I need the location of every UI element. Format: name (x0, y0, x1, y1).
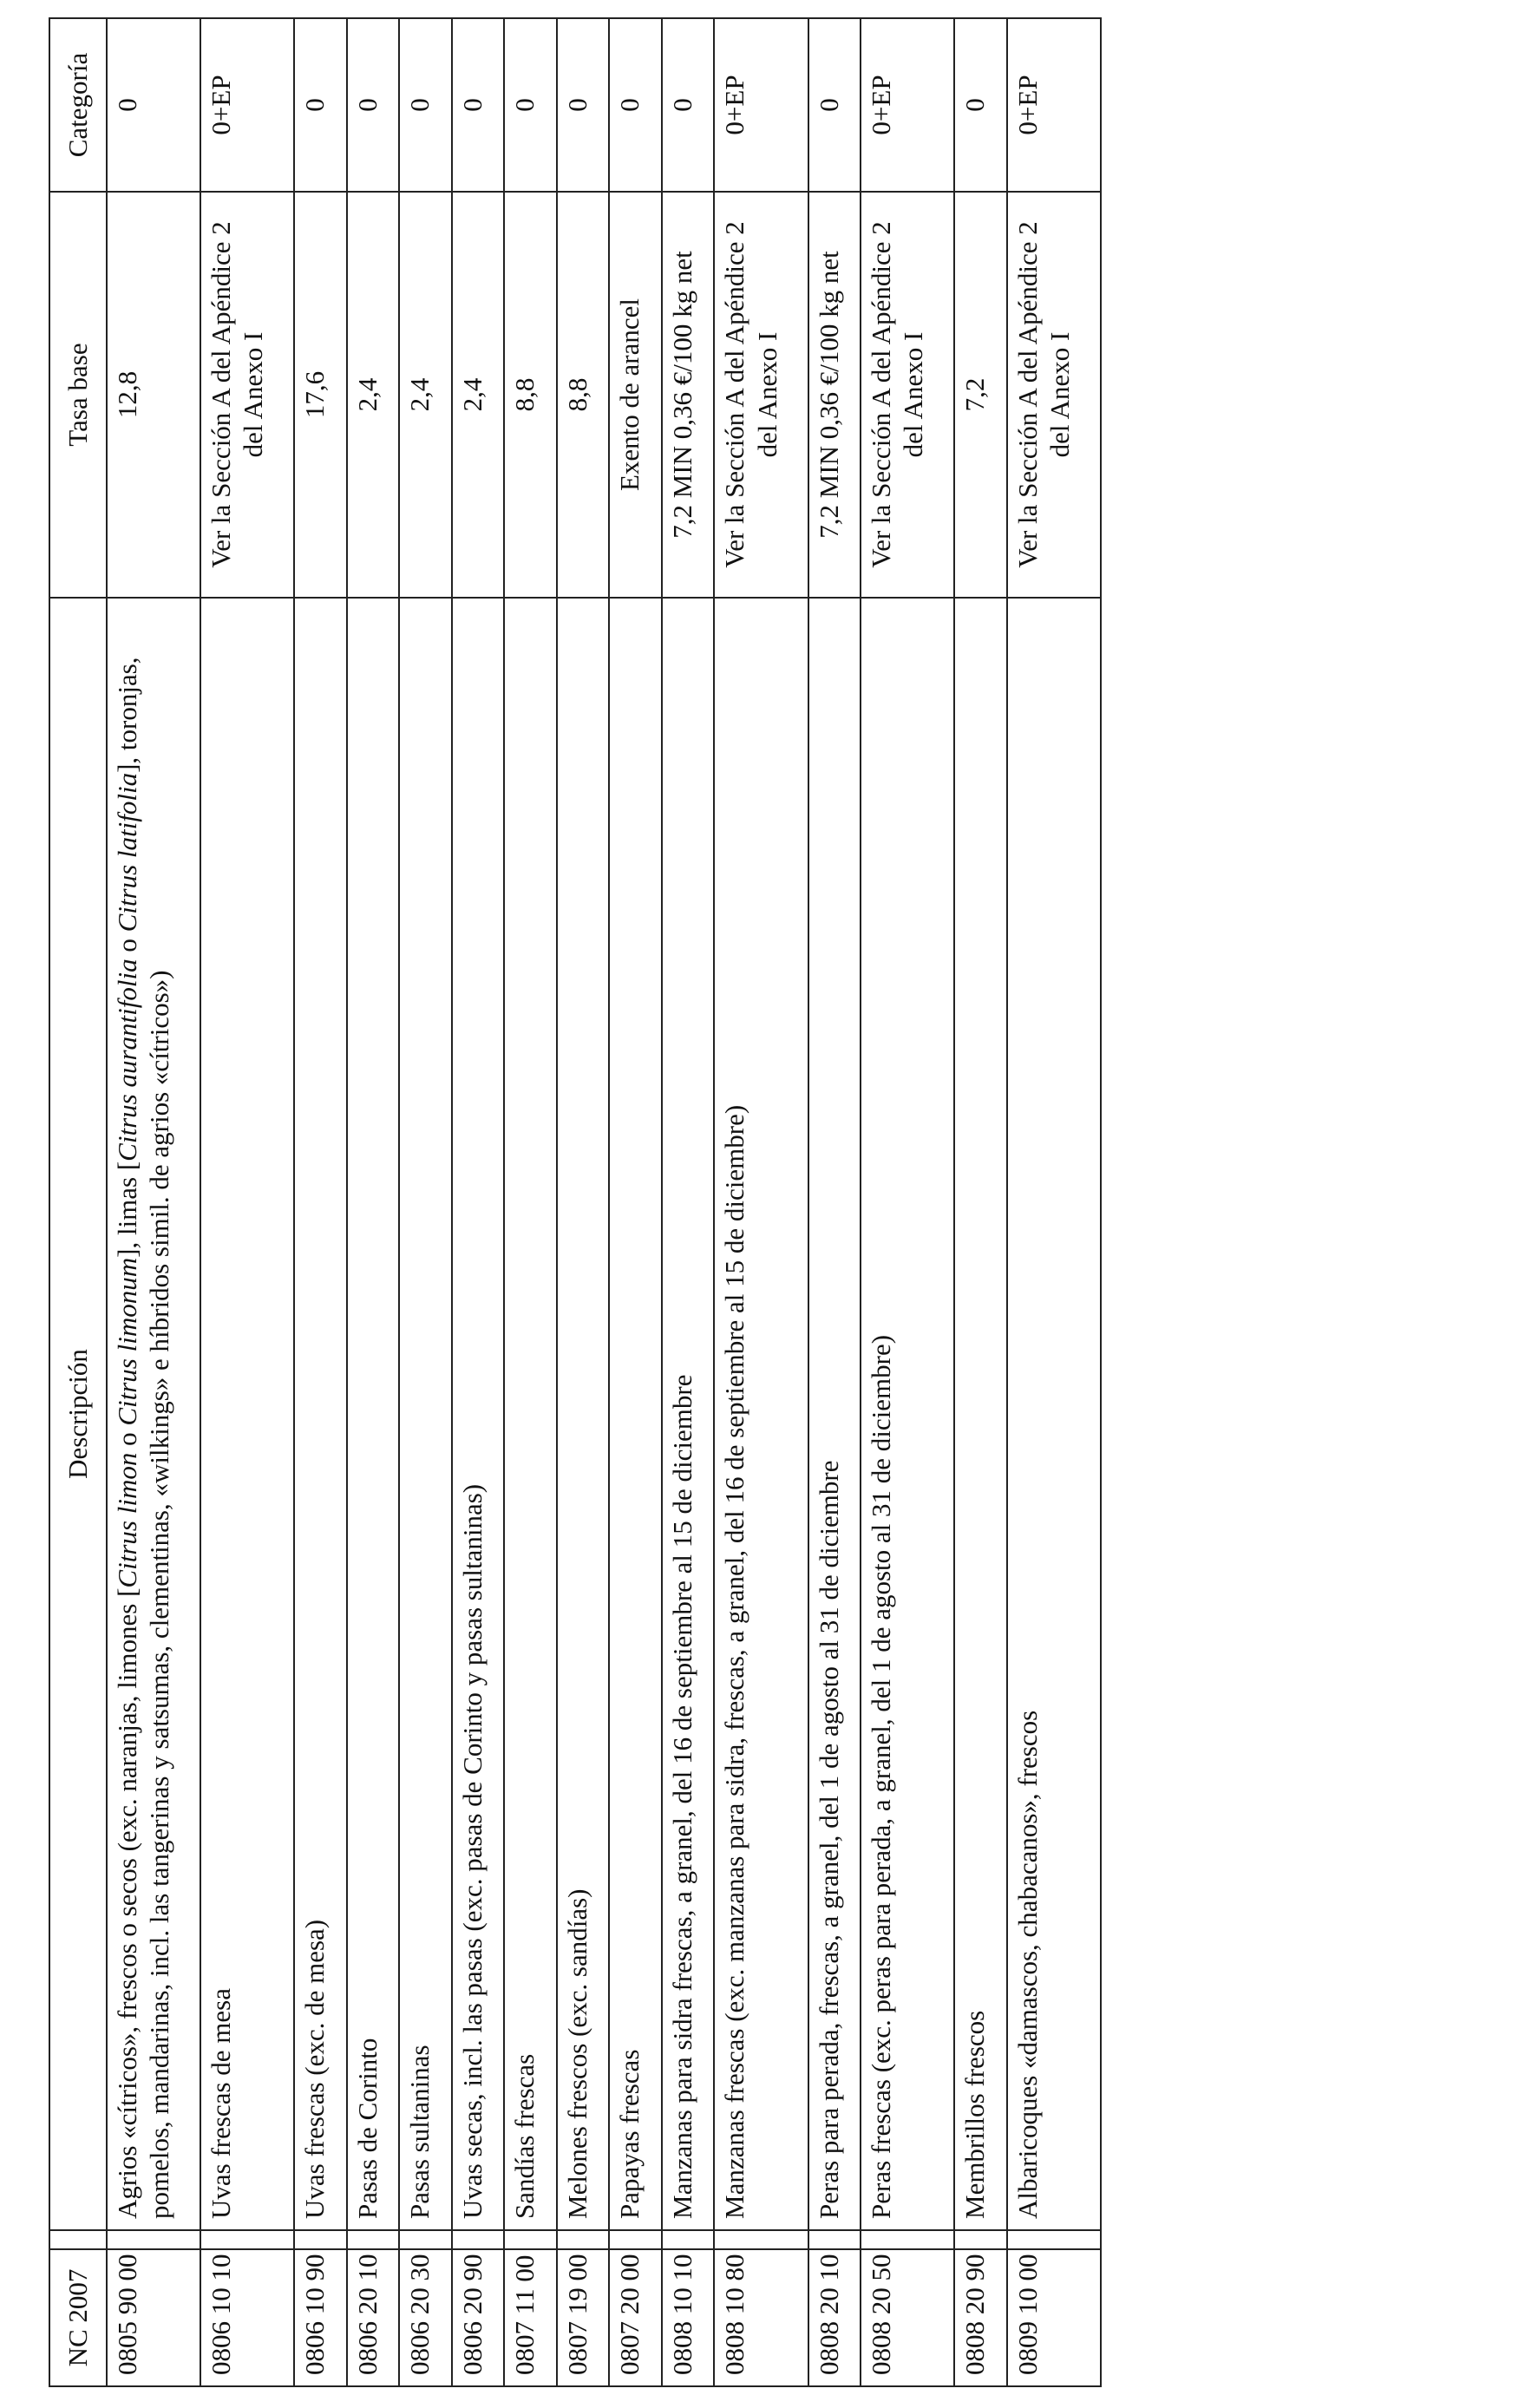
nc-code-cell: 0808 20 10 (808, 2249, 861, 2386)
tariff-table (49, 17, 1102, 2387)
table-row (347, 18, 400, 2386)
category-cell: 0+EP (200, 18, 294, 192)
category-cell: 0 (294, 18, 347, 192)
nc-code-cell: 0806 20 30 (399, 2249, 452, 2386)
rate-cell: 7,2 (954, 192, 1007, 598)
rate-cell: 2,4 (399, 192, 452, 598)
description-cell: Manzanas frescas (exc. manzanas para sidra, frescas, a granel, del 16 de septiembre al 15 de diciembre) (714, 598, 808, 2230)
rate-cell: 7,2 MIN 0,36 €/100 kg net (808, 192, 861, 598)
rate-cell: 12,8 (107, 192, 200, 598)
category-cell: 0 (504, 18, 557, 192)
rate-cell: 7,2 MIN 0,36 €/100 kg net (662, 192, 715, 598)
header-spacer (49, 2230, 107, 2249)
description-text: ], limas [ (112, 1161, 142, 1258)
rate-cell: Ver la Sección A del Apéndice 2 del Anexo I (861, 192, 954, 598)
table-row (714, 18, 808, 2386)
category-cell: 0 (609, 18, 662, 192)
spacer-cell (504, 2230, 557, 2249)
spacer-cell (714, 2230, 808, 2249)
table-row (808, 18, 861, 2386)
description-text-italic: Citrus limonum (112, 1257, 142, 1426)
category-cell: 0+EP (714, 18, 808, 192)
header-rate: Tasa base (49, 192, 107, 598)
rotated-page (49, 19, 1102, 2387)
description-cell: Pasas sultaninas (399, 598, 452, 2230)
rate-cell: Exento de arancel (609, 192, 662, 598)
nc-code-cell: 0806 10 90 (294, 2249, 347, 2386)
category-cell: 0 (399, 18, 452, 192)
description-cell: Uvas frescas (exc. de mesa) (294, 598, 347, 2230)
rate-cell: 8,8 (504, 192, 557, 598)
nc-code-cell: 0807 19 00 (557, 2249, 610, 2386)
category-cell: 0 (808, 18, 861, 192)
description-cell: Manzanas para sidra frescas, a granel, del 16 de septiembre al 15 de diciembre (662, 598, 715, 2230)
spacer-cell (808, 2230, 861, 2249)
spacer-cell (294, 2230, 347, 2249)
table-row (399, 18, 452, 2386)
table-header-row (49, 18, 107, 2386)
table-row (504, 18, 557, 2386)
spacer-cell (1007, 2230, 1101, 2249)
nc-code-cell: 0808 10 10 (662, 2249, 715, 2386)
rate-cell: 2,4 (452, 192, 505, 598)
spacer-cell (200, 2230, 294, 2249)
table-row (294, 18, 347, 2386)
description-cell: Uvas frescas de mesa (200, 598, 294, 2230)
description-cell: Melones frescos (exc. sandías) (557, 598, 610, 2230)
table-row (200, 18, 294, 2386)
category-cell: 0 (452, 18, 505, 192)
description-text: Agrios «cítricos», frescos o secos (exc. naranjas, limones [ (112, 1587, 142, 2219)
nc-code-cell: 0806 20 10 (347, 2249, 400, 2386)
rate-cell: 17,6 (294, 192, 347, 598)
table-row (107, 18, 200, 2386)
description-cell: Peras para perada, frescas, a granel, del 1 de agosto al 31 de diciembre (808, 598, 861, 2230)
spacer-cell (452, 2230, 505, 2249)
spacer-cell (861, 2230, 954, 2249)
table-row (954, 18, 1007, 2386)
description-cell: Peras frescas (exc. peras para perada, a granel, del 1 de agosto al 31 de diciembre) (861, 598, 954, 2230)
description-text: o (112, 1425, 142, 1453)
category-cell: 0 (347, 18, 400, 192)
description-cell: Pasas de Corinto (347, 598, 400, 2230)
header-description: Descripción (49, 598, 107, 2230)
description-text-italic: Citrus latifolia (112, 772, 142, 932)
description-cell: Uvas secas, incl. las pasas (exc. pasas de Corinto y pasas sultaninas) (452, 598, 505, 2230)
table-row (609, 18, 662, 2386)
rate-cell: Ver la Sección A del Apéndice 2 del Anexo I (1007, 192, 1101, 598)
header-category: Categoría (49, 18, 107, 192)
table-row (662, 18, 715, 2386)
table-row (1007, 18, 1101, 2386)
spacer-cell (954, 2230, 1007, 2249)
spacer-cell (662, 2230, 715, 2249)
spacer-cell (609, 2230, 662, 2249)
nc-code-cell: 0807 11 00 (504, 2249, 557, 2386)
nc-code-cell: 0808 20 90 (954, 2249, 1007, 2386)
nc-code-cell: 0807 20 00 (609, 2249, 662, 2386)
category-cell: 0+EP (861, 18, 954, 192)
table-row (557, 18, 610, 2386)
description-cell: Papayas frescas (609, 598, 662, 2230)
category-cell: 0 (954, 18, 1007, 192)
description-cell: Sandías frescas (504, 598, 557, 2230)
rate-cell: Ver la Sección A del Apéndice 2 del Anexo I (200, 192, 294, 598)
category-cell: 0 (662, 18, 715, 192)
table-row (861, 18, 954, 2386)
rate-cell: 2,4 (347, 192, 400, 598)
spacer-cell (557, 2230, 610, 2249)
description-cell (107, 598, 200, 2230)
nc-code-cell: 0808 10 80 (714, 2249, 808, 2386)
nc-code-cell: 0809 10 00 (1007, 2249, 1101, 2386)
spacer-cell (347, 2230, 400, 2249)
category-cell: 0 (107, 18, 200, 192)
spacer-cell (399, 2230, 452, 2249)
description-text-italic: Citrus limon (112, 1452, 142, 1588)
header-nc: NC 2007 (49, 2249, 107, 2386)
nc-code-cell: 0808 20 50 (861, 2249, 954, 2386)
description-text-italic: Citrus aurantifolia (112, 959, 142, 1161)
description-cell: Membrillos frescos (954, 598, 1007, 2230)
nc-code-cell: 0806 10 10 (200, 2249, 294, 2386)
rate-cell: Ver la Sección A del Apéndice 2 del Anexo I (714, 192, 808, 598)
nc-code-cell: 0805 90 00 (107, 2249, 200, 2386)
category-cell: 0 (557, 18, 610, 192)
category-cell: 0+EP (1007, 18, 1101, 192)
nc-code-cell: 0806 20 90 (452, 2249, 505, 2386)
rate-cell: 8,8 (557, 192, 610, 598)
table-row (452, 18, 505, 2386)
description-text: o (112, 932, 142, 959)
description-cell: Albaricoques «damascos, chabacanos», frescos (1007, 598, 1101, 2230)
description-text: ], toronjas, pomelos, mandarinas, incl. las tangerinas y satsumas, clementinas, «wilkings» e híbridos simil. de agrios «cítricos») (112, 657, 175, 2219)
spacer-cell (107, 2230, 200, 2249)
